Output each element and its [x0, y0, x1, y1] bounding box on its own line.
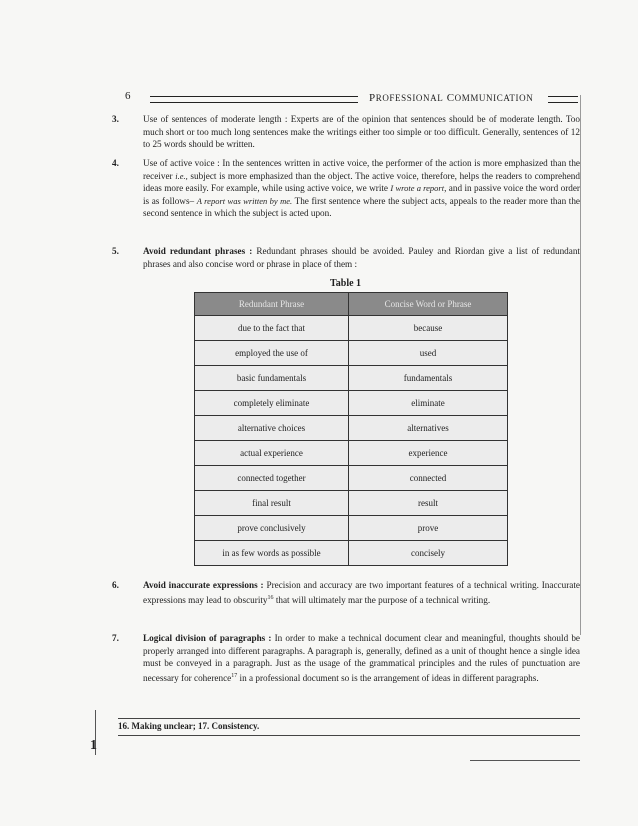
table-row: alternative choices alternatives	[195, 416, 508, 441]
page-number: 6	[125, 90, 131, 102]
item-body: Use of active voice : In the sentences written in active voice, the performer of the action is more emphasized than the receiver i.e., subject is more emphasized than the object. The active voice, therefore, helps the readers to comprehend ideas more easily. For example, while using active voice, we write I wrote a report, and in passive voice the word order is as follows– A report was written by me. The first sentence where the subject acts, appeals to the reader more than the second sentence in which the subject is acted upon.	[143, 158, 581, 218]
table-caption: Table 1	[330, 278, 362, 289]
header-rule-right	[548, 96, 578, 103]
table-row: employed the use of used	[195, 341, 508, 366]
running-header-title: PROFESSIONAL COMMUNICATION	[369, 92, 534, 104]
table-row: final result result	[195, 491, 508, 516]
item-body: Avoid inaccurate expressions : Precision and accuracy are two important features of a technical writing. Inaccurate expressions may lead to obscurity$^{16}$ that will ultimately mar the purpose of a technical writing.	[143, 580, 580, 605]
table-row: connected together connected	[195, 466, 508, 491]
page-edge-line	[580, 95, 581, 635]
footnote: 16. Making unclear; 17. Consistency.	[118, 721, 260, 731]
table-row: completely eliminate eliminate	[195, 391, 508, 416]
column-header: Concise Word or Phrase	[349, 293, 508, 316]
header-rule	[150, 96, 358, 103]
document-page: 6 PROFESSIONAL COMMUNICATION 3. Use of sentences of moderate length : Experts are of the opinion that sentences should be of moderate length. Too much short or too much long sentences make the writings either too simple or too difficult. Generally, sentences of 12 to 25 words should be written. 4. Use of active voice : In the sentences written in active voice, the performer of the action is more emphasized than the receiver i.e., subject is more emphasized than the object. The active voice, therefore, helps the readers to comprehend ideas more easily. For example, while using active voice, we write I wrote a report, and in passive voice the word order is as follows– A report was written by me. The first sentence where the subject acts, appeals to the reader more than the second sentence in which the subject is acted upon. 5. Avoid redundant phrases : Redundant phrases should be avoided. Pauley and Riordan give a list of redundant phrases and also concise word or phrase in place of them : Table 1 Redundant Phrase Concise Word or Phrase due to the fact that because employed the use of used basic fundamentals fundamentals completely eliminate eliminate alternative choices alternatives actual experience experience connected together connected final result result prove conclusively prove in as few words as possible concisely 6. Avoid inaccurate expressions : Precision and accuracy are two important features of a technical writing. Inaccurate expressions may lead to obscurity$^{16}$ that will ultimately mar the purpose of a technical writing. 7. Logical division of paragraphs : In order to make a technical document clear and meaningful, thoughts should be properly arranged into different paragraphs. A paragraph is, generally, defined as a unit of thought hence a single idea must be conveyed in a paragraph. Just as the usage of the grammatical principles and the rules of punctuation are necessary for coherence$^{17}$ in a professional document so is the arrangement of ideas in different paragraphs. 16. Making unclear; 17. Consistency. 1	[0, 0, 638, 826]
footnote-divider	[118, 718, 580, 719]
column-header: Redundant Phrase	[195, 293, 349, 316]
table-row: prove conclusively prove	[195, 516, 508, 541]
item-body: Use of sentences of moderate length : Experts are of the opinion that sentences should be of moderate length. Too much short or too much long sentences make the writings either too simple or too difficult. Generally, sentences of 12 to 25 words should be written.	[143, 114, 580, 149]
table-header-row	[195, 293, 508, 316]
item-body: Logical division of paragraphs : In order to make a technical document clear and meaningful, thoughts should be properly arranged into different paragraphs. A paragraph is, generally, defined as a unit of thought hence a single idea must be conveyed in a paragraph. Just as the usage of the grammatical principles and the rules of punctuation are necessary for coherence$^{17}$ in a professional document so is the arrangement of ideas in different paragraphs.	[143, 633, 580, 683]
redundant-phrases-table	[194, 292, 508, 566]
table-row: actual experience experience	[195, 441, 508, 466]
bottom-rule	[470, 760, 580, 761]
footnote-divider-bottom	[118, 735, 580, 736]
table-row: in as few words as possible concisely	[195, 541, 508, 566]
table-row: due to the fact that because	[195, 316, 508, 341]
table-row: basic fundamentals fundamentals	[195, 366, 508, 391]
margin-mark: 1	[90, 738, 97, 753]
item-body: Avoid redundant phrases : Redundant phrases should be avoided. Pauley and Riordan give a list of redundant phrases and also concise word or phrase in place of them :	[143, 246, 580, 269]
